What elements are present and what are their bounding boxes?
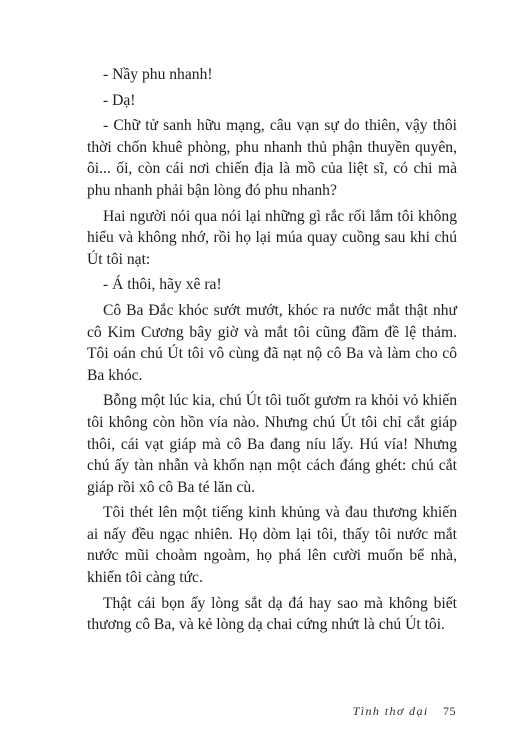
body-text (87, 64, 457, 640)
paragraph-9: Thật cái bọn ấy lòng sắt dạ đá hay sao mà không biết thương cô Ba, và kẻ lòng dạ chai cứng nhứt là chú Út tôi. (87, 594, 457, 634)
paragraph-4: Hai người nói qua nói lại những gì rắc rối lắm tôi không hiểu và không nhớ, rồi họ lại múa quay cuồng sau khi chú Út tôi nạt: (87, 207, 457, 268)
paragraph-2: - Dạ! (103, 91, 136, 109)
paragraph-3: - Chữ tử sanh hữu mạng, câu vạn sự do thiên, vậy thôi thời chốn khuê phòng, phu nhanh thủ phận thuyền quyên, ôi... ối, còn cái nơi chiến địa là mồ của liệt sĩ, có chi mà phu nhanh phải bận lòng đó phu nhanh? (87, 117, 457, 199)
running-title: Tình thơ dại (352, 704, 429, 718)
paragraph-1: - Nầy phu nhanh! (103, 66, 213, 83)
page-footer (353, 704, 456, 719)
page-number: 75 (443, 704, 456, 718)
paragraph-8: Tôi thét lên một tiếng kinh khủng và đau thương khiến ai nấy đều ngạc nhiên. Họ dòm lại tôi, thấy tôi nước mắt nước mũi choàm ngoàm, họ phá lên cười muốn bể nhà, khiến tôi càng tức. (87, 504, 457, 587)
paragraph-6: Cô Ba Đắc khóc sướt mướt, khóc ra nước mắt thật như cô Kim Cương bây giờ và mắt tôi cũng đầm đề lệ thảm. Tôi oán chú Út tôi vô cùng đã nạt nộ cô Ba và làm cho cô Ba khóc. (87, 301, 457, 384)
paragraph-5: - Á thôi, hãy xê ra! (103, 276, 222, 294)
paragraph-7: Bỗng một lúc kia, chú Út tôi tuốt gươm ra khỏi vỏ khiến tôi không còn hồn vía nào. Nhưng chú Út tôi chỉ cắt giáp thôi, cái vạt giáp mà cô Ba đang níu lấy. Hú vía! Nhưng chú ấy tàn nhẫn và khốn nạn một cách đáng ghét: chú cắt giáp rồi xô cô Ba té lăn cù. (87, 392, 457, 496)
